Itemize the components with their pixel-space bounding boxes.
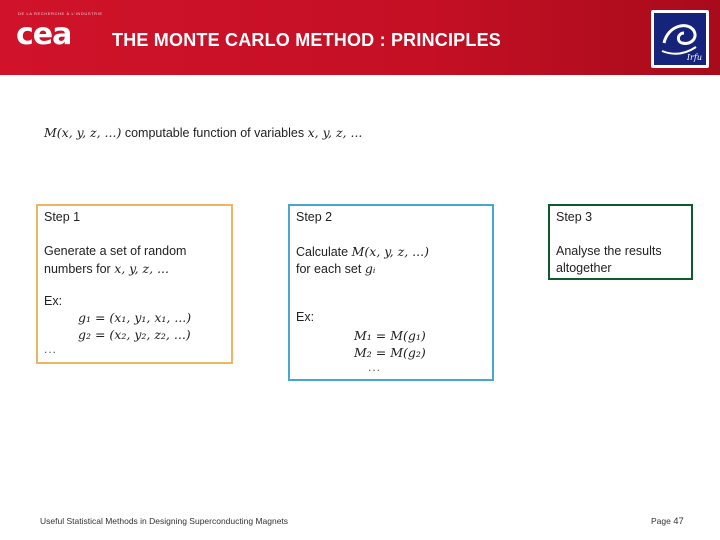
step-2-box: [288, 204, 494, 381]
slide-title: THE MONTE CARLO METHOD : PRINCIPLES: [112, 30, 501, 50]
step-1-box: [36, 204, 233, 364]
step-1-desc-text: numbers for: [44, 262, 111, 276]
step-1-equation-2: g₂ = (x₂, y₂, z₂, ...): [78, 327, 191, 342]
step-1-heading: Step 1: [44, 210, 81, 224]
irfu-logo-text: Irfu: [686, 53, 702, 62]
step-3-desc-line2: altogether: [556, 261, 612, 275]
org-tagline: DE LA RECHERCHE À L'INDUSTRIE: [18, 11, 103, 16]
irfu-logo-mark: [654, 13, 706, 65]
step-2-ex-label: Ex:: [296, 310, 315, 324]
step-1-ellipsis: ...: [44, 342, 58, 356]
step-1-desc-line2: [44, 261, 169, 276]
page-label: Page: [651, 516, 671, 526]
intro-formula: M(x, y, z, ...): [44, 125, 122, 140]
footer-title: Useful Statistical Methods in Designing Superconducting Magnets: [40, 516, 289, 526]
step-2-desc-text1: Calculate: [296, 245, 349, 259]
step-1-equation-1: g₁ = (x₁, y₁, x₁, ...): [78, 310, 192, 325]
step-1-desc-line1: Generate a set of random: [44, 244, 187, 258]
intro-line: [44, 125, 362, 140]
step-2-desc-text2: for each set: [296, 262, 362, 276]
step-1-desc-math: x, y, z, ...: [114, 261, 169, 276]
step-3-box: [548, 204, 693, 280]
step-2-equation-2: M₂ = M(g₂): [354, 345, 426, 360]
header-banner: [0, 0, 720, 75]
step-2-equation-1: M₁ = M(g₁): [354, 328, 426, 343]
step-2-desc-line2: [296, 261, 375, 276]
cea-logo: cea: [16, 17, 72, 52]
step-2-heading: Step 2: [296, 210, 333, 224]
step-2-desc-line1: [296, 244, 429, 259]
step-3-heading: Step 3: [556, 210, 593, 224]
step-3-desc-line1: Analyse the results: [556, 244, 662, 258]
intro-text: computable function of variables: [124, 126, 305, 140]
irfu-logo: [651, 10, 709, 68]
step-2-desc-math1: M(x, y, z, ...): [351, 244, 429, 259]
step-2-ellipsis: ...: [368, 360, 382, 374]
page-number: [651, 516, 684, 527]
intro-variables: x, y, z, ...: [307, 125, 363, 140]
step-2-desc-math2: gᵢ: [364, 261, 376, 276]
page-number-value: 47: [673, 516, 684, 527]
step-1-ex-label: Ex:: [44, 294, 63, 308]
